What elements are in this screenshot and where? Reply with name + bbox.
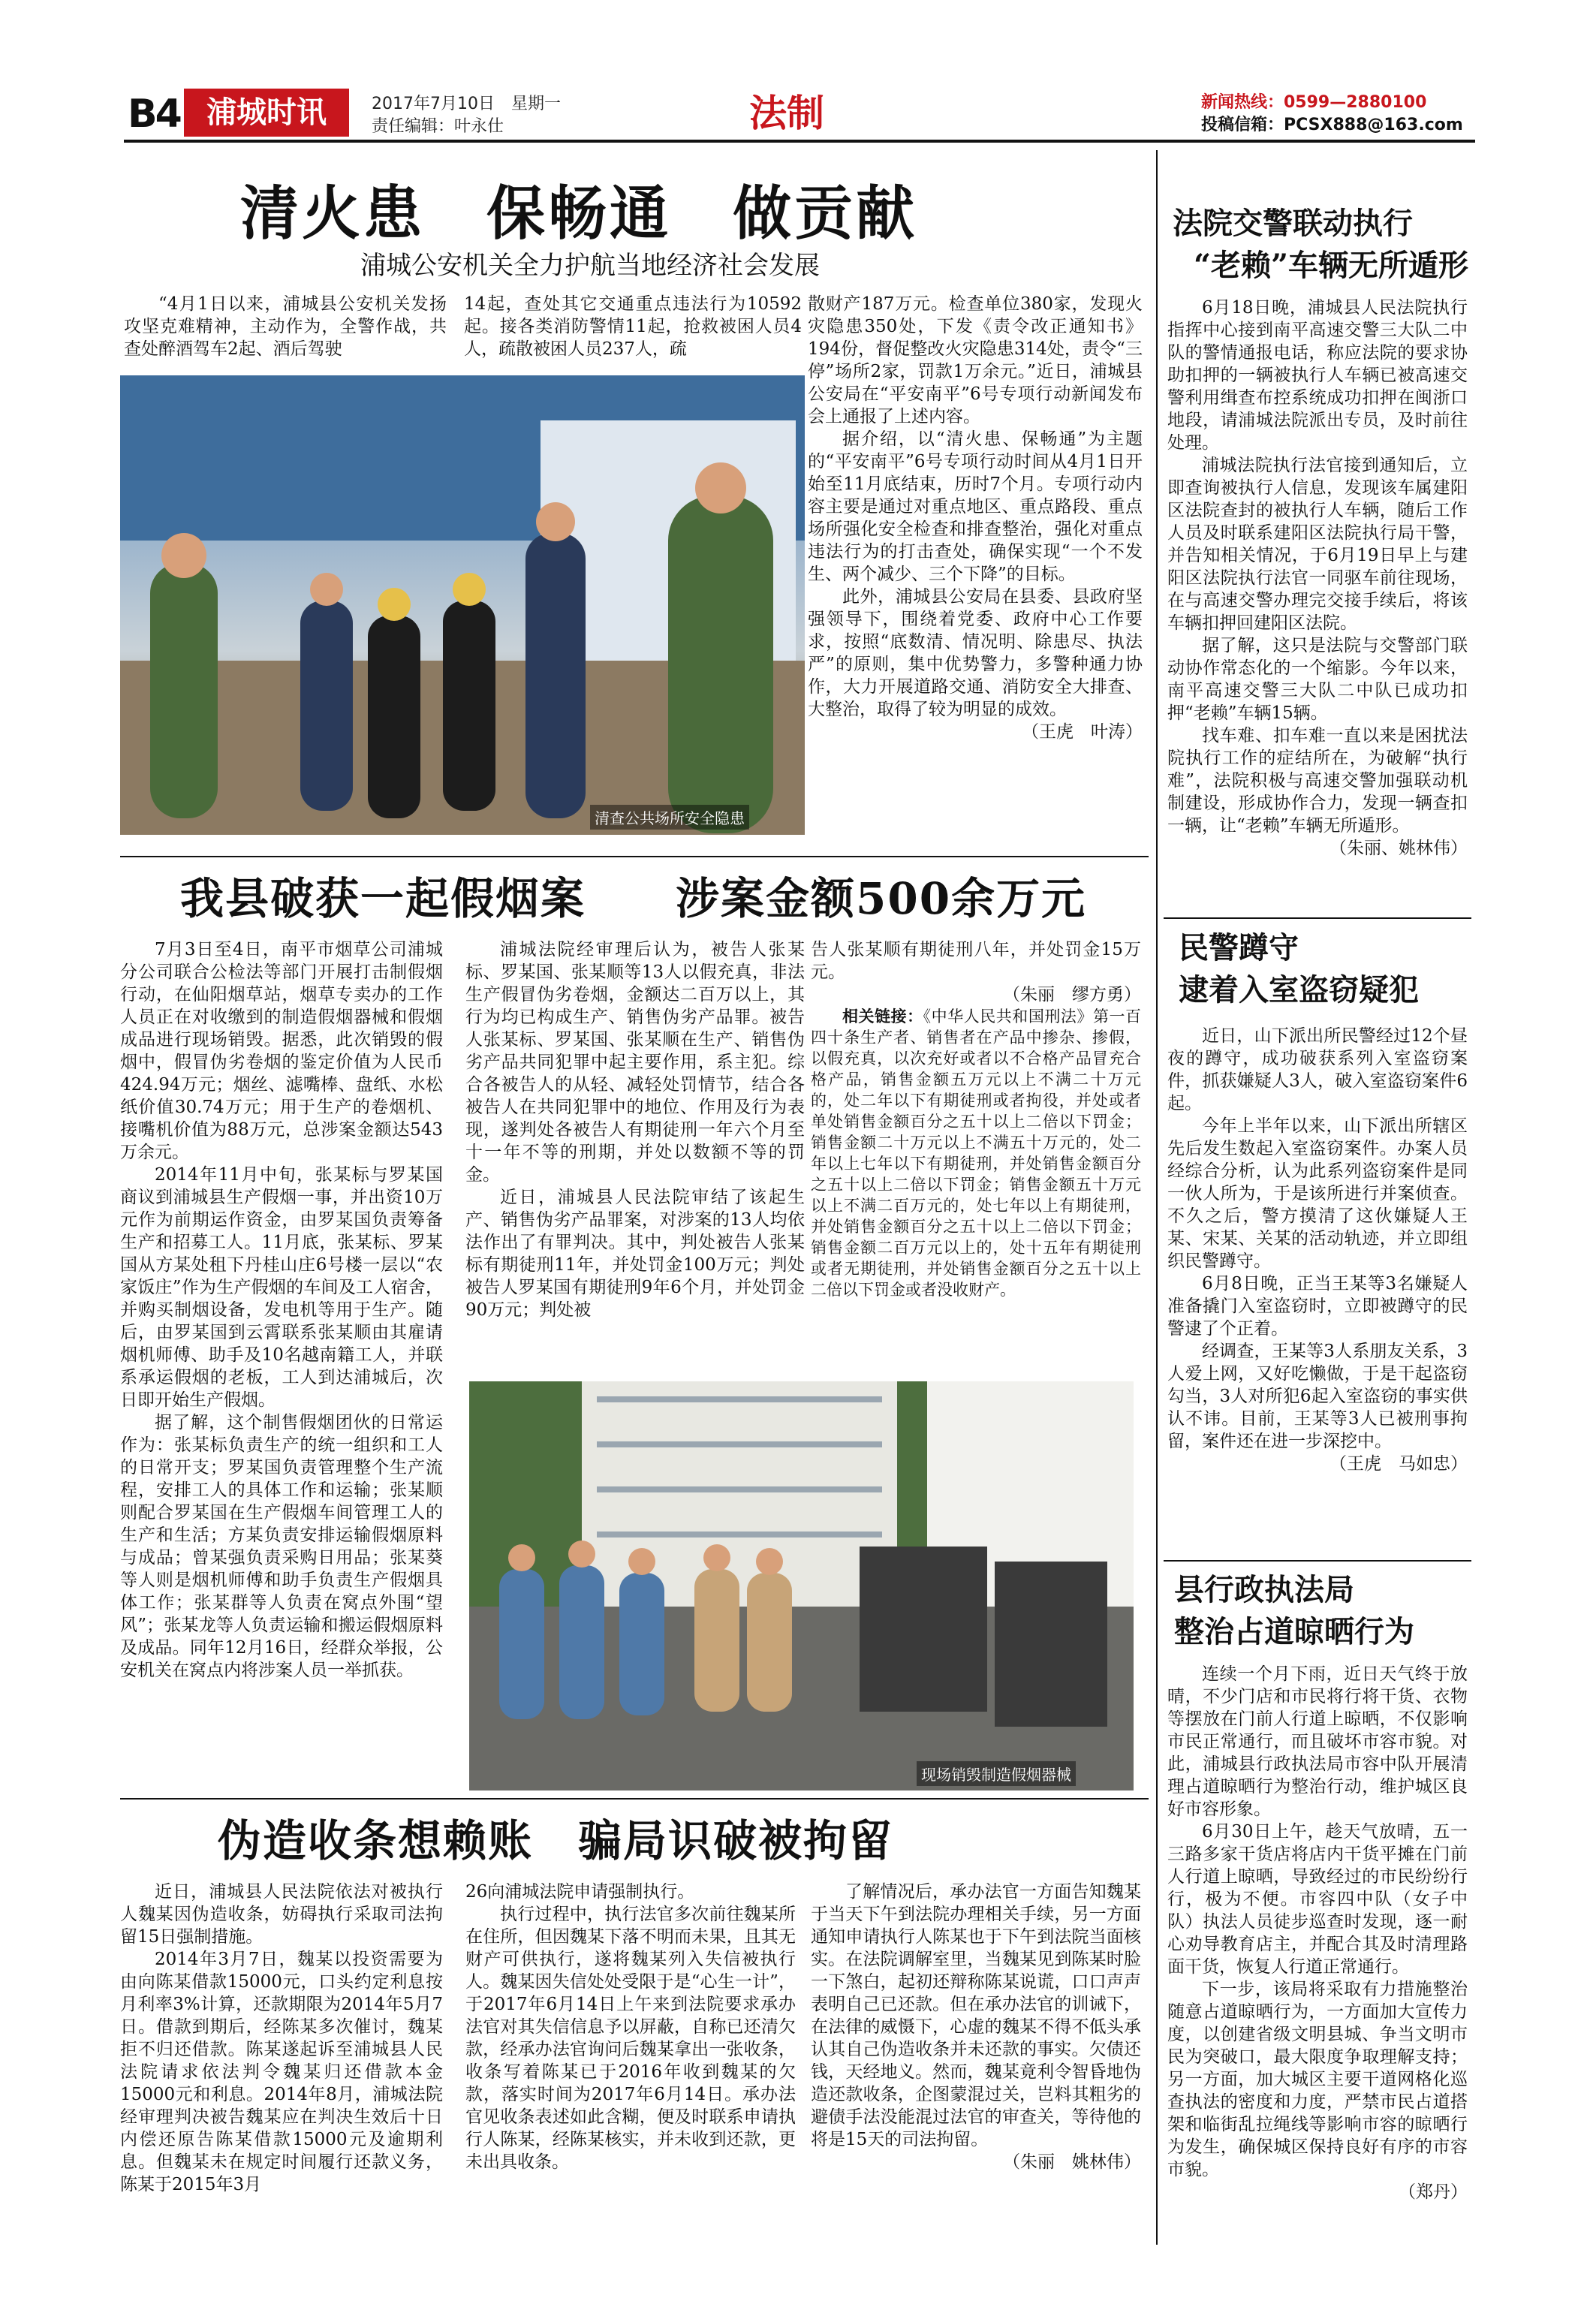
- sidebar2-rule: [1164, 1560, 1471, 1562]
- article2-bottom-rule: [120, 1798, 1149, 1800]
- issue-date: 2017年7月10日 星期一: [372, 95, 561, 113]
- header-rule: [124, 140, 1475, 143]
- sidebar1-rule: [1164, 917, 1471, 919]
- article1-subtitle: 浦城公安机关全力护航当地经济社会发展: [360, 251, 820, 281]
- article3-byline: （朱丽 姚林伟）: [1003, 2152, 1141, 2172]
- sidebar2-byline: （王虎 马如忠）: [1329, 1454, 1468, 1474]
- sidebar1-body: 6月18日晚，浦城县人民法院执行指挥中心接到南平高速交警三大队二中队的警情通报电话，称应法院的要求协助扣押的一辆被执行人车辆已被高速交警利用缉查布控系统成功扣押在闽浙口地段，请浦城法院派出专员，及时前往处理。 浦城法院执行法官接到通知后，立即查询被执行人信息，发现该车属建阳区法院查封的被执行人车辆，随后工作人员及时联系建阳区法院执行局干警，并告知相关情况，于6月19日早上与建阳区法院执行法官一同驱车前往现场，在与高速交警办理完交接手续后，将该车辆扣押回建阳区法院。 据了解，这只是法院与交警部门联动协作常态化的一个缩影。今年以来，南平高速交警三大队二中队已成功扣押“老赖”车辆15辆。 找车难、扣车难一直以来是困扰法院执行工作的症结所在，为破解“执行难”，法院积极与高速交警加强联动机制建设，形成协作合力，发现一辆查扣一辆，让“老赖”车辆无所遁形。 （朱丽、姚林伟）: [1167, 298, 1468, 858]
- article3-title: 伪造收条想赖账 骗局识破被拘留: [218, 1815, 894, 1866]
- link-text: 《中华人民共和国刑法》第一百四十条生产者、销售者在产品中掺杂、掺假，以假充真，以次充好或者以不合格产品冒充合格产品，销售金额五万元以上不满二十万元的，处二年以下有期徒刑或者拘役，并处或者单处销售金额百分之五十以上二倍以下罚金；销售金额二十万元以上不满五十万元的，处二年以上七年以下有期徒刑，并处销售金额百分之五十以上二倍以下罚金；销售金额五十万元以上不满二百万元的，处七年以上有期徒刑，并处销售金额百分之五十以上二倍以下罚金；销售金额二百万元以上的，处十五年有期徒刑或者无期徒刑，并处销售金额百分之五十以上二倍以下罚金或者没收财产。: [811, 1007, 1141, 1299]
- article3-col3: 了解情况后，承办法官一方面告知魏某于当天下午到法院办理相关手续，另一方面通知申请执行人陈某也于下午到法院当面核实。在法院调解室里，当魏某见到陈某时脸一下煞白，起初还辩称陈某说谎，口口声声表明自己已还款。但在承办法官的训诫下，在法律的威慑下，心虚的魏某不得不低头承认其自己伪造收条并未还款的事实。欠债还钱，天经地义。然而，魏某竟利令智昏地伪造还款收条，企图蒙混过关，岂料其粗劣的避债手法没能混过法官的审查关，等待他的将是15天的司法拘留。 （朱丽 姚林伟）: [811, 1882, 1141, 2172]
- sidebar1-title: 法院交警联动执行 “老赖”车辆无所遁形: [1173, 206, 1469, 283]
- header-info: [372, 93, 561, 138]
- sidebar2-title: 民警蹲守 逮着入室盗窃疑犯: [1179, 930, 1419, 1007]
- article2-col2: 浦城法院经审理后认为，被告人张某标、罗某国、张某顺等13人以假充真，非法生产假冒伪劣卷烟，金额达二百万以上，其行为均已构成生产、销售伪劣产品罪。被告人张某标、罗某国、张某顺在生产、销售伪劣产品共同犯罪中起主要作用，系主犯。综合各被告人的从轻、减轻处罚情节，结合各被告人在共同犯罪中的地位、作用及行为表现，遂判处各被告人有期徒刑一年六个月至十一年不等的刑期，并处以数额不等的罚金。 近日，浦城县人民法院审结了该起生产、销售伪劣产品罪案，对涉案的13人均依法作出了有罪判决。其中，判处被告人张某标有期徒刑11年，并处罚金100万元；判处被告人罗某国有期徒刑9年6个月，并处罚金90万元；判处被: [465, 940, 805, 1320]
- article3-col2: 26向浦城法院申请强制执行。 执行过程中，执行法官多次前往魏某所在住所，但因魏某下落不明而未果，且其无财产可供执行，遂将魏某列入失信被执行人。魏某因失信处处受限于是“心生一计”，于2017年6月14日上午来到法院要求承办法官对其失信信息予以屏蔽，自称已还清欠款，经承办法官询问后魏某拿出一张收条，收条写着陈某已于2016年收到魏某的欠款，落实时间为2017年6月14日。承办法官见收条表述如此含糊，便及时联系申请执行人陈某，经陈某核实，并未收到还款，更未出具收条。: [465, 1882, 796, 2172]
- article1-byline: （王虎 叶涛）: [1022, 722, 1143, 742]
- article1-bottom-rule: [120, 856, 1149, 857]
- article1-photo: [120, 375, 805, 835]
- paper-logo: 浦城时讯: [184, 89, 349, 137]
- photo-illustration: [120, 375, 805, 835]
- editor-line: 责任编辑：叶永仕: [372, 117, 504, 136]
- article3-col1: 近日，浦城县人民法院依法对被执行人魏某因伪造收条，妨碍执行采取司法拘留15日强制措施。 2014年3月7日，魏某以投资需要为由向陈某借款15000元，口头约定利息按月利率3%计算，还款期限为2014年5月7日。借款到期后，经陈某多次催讨，魏某拒不归还借款。陈某遂起诉至浦城县人民法院请求依法判令魏某归还借款本金15000元和利息。2014年8月，浦城法院经审理判决被告魏某应在判决生效后十日内偿还原告陈某借款15000元及逾期利息。但魏某未在规定时间履行还款义务，陈某于2015年3月: [120, 1882, 443, 2194]
- sidebar1-byline: （朱丽、姚林伟）: [1329, 839, 1468, 858]
- sidebar3-title: 县行政执法局 整治占道晾晒行为: [1174, 1572, 1414, 1649]
- hotline: 新闻热线：0599—2880100: [1201, 93, 1427, 112]
- article2-photo: [469, 1381, 1134, 1790]
- article1-photo-caption: 清查公共场所安全隐患: [590, 805, 749, 830]
- article1-col1: “4月1日以来，浦城县公安机关发扬攻坚克难精神，主动作为，全警作战，共查处醉酒驾车2起、酒后驾驶: [124, 294, 447, 359]
- sidebar2-body: 近日，山下派出所民警经过12个昼夜的蹲守，成功破获系列入室盗窃案件，抓获嫌疑人3人，破入室盗窃案件6起。 今年上半年以来，山下派出所辖区先后发生数起入室盗窃案件。办案人员经综合分析，认为此系列盗窃案件是同一伙人所为，于是该所进行并案侦查。不久之后，警方摸清了这伙嫌疑人王某、宋某、关某的活动轨迹，并立即组织民警蹲守。 6月8日晚，正当王某等3名嫌疑人准备撬门入室盗窃时，立即被蹲守的民警逮了个正着。 经调查，王某等3人系朋友关系，3人爱上网，又好吃懒做，于是干起盗窃勾当，3人对所犯6起入室盗窃的事实供认不讳。目前，王某等3人已被刑事拘留，案件还在进一步深挖中。 （王虎 马如忠）: [1167, 1026, 1468, 1474]
- email: 投稿信箱：PCSX888@163.com: [1201, 116, 1463, 134]
- link-label: 相关链接：: [842, 1007, 923, 1026]
- article2-col3: 告人张某顺有期徒刑八年，并处罚金15万元。 （朱丽 缪方勇） 相关链接：《中华人民共和国刑法》第一百四十条生产者、销售者在产品中掺杂、掺假，以假充真，以次充好或者以不合格产品冒充合格产品，销售金额五万元以上不满二十万元的，处二年以下有期徒刑或者拘役，并处或者单处销售金额百分之五十以上二倍以下罚金；销售金额二十万元以上不满五十万元的，处二年以上七年以下有期徒刑，并处销售金额百分之五十以上二倍以下罚金；销售金额五十万元以上不满二百万元的，处七年以上有期徒刑，并处销售金额百分之五十以上二倍以下罚金；销售金额二百万元以上的，处十五年有期徒刑或者无期徒刑，并处销售金额百分之五十以上二倍以下罚金或者没收财产。: [811, 940, 1141, 1299]
- article2-photo-caption: 现场销毁制造假烟器械: [917, 1761, 1076, 1786]
- contact-info: [1201, 92, 1463, 137]
- photo-illustration: [469, 1381, 1134, 1790]
- sidebar3-byline: （郑丹）: [1399, 2182, 1468, 2202]
- page-number: B4: [128, 92, 180, 137]
- article1-col3: 散财产187万元。检查单位380家，发现火灾隐患350处，下发《责令改正通知书》194份，督促整改火灾隐患314处，责令“三停”场所2家，罚款1万余元。”近日，浦城县公安局在“平安南平”6号专项行动新闻发布会上通报了上述内容。 据介绍，以“清火患、保畅通”为主题的“平安南平”6号专项行动时间从4月1日开始至11月底结束，历时7个月。专项行动内容主要是通过对重点地区、重点路段、重点场所强化安全检查和排查整治，强化对重点违法行为的打击查处，确保实现“一个不发生、两个减少、三个下降”的目标。 此外，浦城县公安局在县委、县政府坚强领导下，围绕着党委、政府中心工作要求，按照“底数清、情况明、除患尽、执法严”的原则，集中优势警力，多警种通力协作，大力开展道路交通、消防安全大排查、大整治，取得了较为明显的成效。 （王虎 叶涛）: [808, 294, 1143, 742]
- article1-col2: 14起，查处其它交通重点违法行为10592起。接各类消防警情11起，抢救被困人员4人，疏散被困人员237人，疏: [464, 294, 802, 359]
- article2-col1: 7月3日至4日，南平市烟草公司浦城分公司联合公检法等部门开展打击制假烟行动，在仙阳烟草站，烟草专卖办的工作人员正在对收缴到的制造假烟器械和假烟成品进行现场销毁。据悉，此次销毁的假烟中，假冒伪劣卷烟的鉴定价值为人民币424.94万元；烟丝、滤嘴棒、盘纸、水松纸价值30.74万元；用于生产的卷烟机、接嘴机价值为88万元，总涉案金额达543万余元。 2014年11月中旬，张某标与罗某国商议到浦城县生产假烟一事，并出资10万元作为前期运作资金，由罗某国负责筹备生产和招募工人。11月底，张某标、罗某国从方某处租下丹桂山庄6号楼一层以“农家饭庄”作为生产假烟的车间及工人宿舍，并购买制烟设备，发电机等用于生产。随后，由罗某国到云霄联系张某顺由其雇请烟机师傅、助手及10名越南籍工人，并联系承运假烟的老板，工人到达浦城后，次日即开始生产假烟。 据了解，这个制售假烟团伙的日常运作为：张某标负责生产的统一组织和工人的日常开支；罗某国负责管理整个生产流程，安排工人的具体工作和运输；张某顺则配合罗某国在生产假烟车间管理工人的生产和生活；方某负责安排运输假烟原料与成品；曾某强负责采购日用品；张某葵等人则是烟机师傅和助手负责生产假烟具体工作；张某群等人负责在窝点外围“望风”；张某龙等人负责运输和搬运假烟原料及成品。同年12月16日，经群众举报，公安机关在窝点内将涉案人员一举抓获。: [120, 940, 443, 1680]
- sidebar-divider: [1156, 150, 1158, 2245]
- article2-byline: （朱丽 缪方勇）: [1003, 985, 1141, 1004]
- article2-title: 我县破获一起假烟案 涉案金额500余万元: [180, 873, 1087, 924]
- sidebar3-body: 连续一个月下雨，近日天气终于放晴，不少门店和市民将行将干货、衣物等摆放在门前人行道上晾晒，不仅影响市民正常通行，而且破坏市容市貌。对此，浦城县行政执法局市容中队开展清理占道晾晒行为整治行动，维护城区良好市容形象。 6月30日上午，趁天气放晴，五一三路多家干货店将店内干货平摊在门前人行道上晾晒，导致经过的市民纷纷行行，极为不便。市容四中队（女子中队）执法人员徒步巡查时发现，逐一耐心劝导教育店主，并配合其及时清理路面干货，恢复人行道正常通行。 下一步，该局将采取有力措施整治随意占道晾晒行为，一方面加大宣传力度，以创建省级文明县城、争当文明市民为突破口，最大限度争取理解支持；另一方面，加大城区主要干道网格化巡查执法的密度和力度，严禁市民占道搭架和临街乱拉绳线等影响市容的晾晒行为发生，确保城区保持良好有序的市容市貌。 （郑丹）: [1167, 1664, 1468, 2202]
- section-title: 法制: [749, 92, 824, 135]
- article1-title: 清火患 保畅通 做贡献: [240, 180, 918, 248]
